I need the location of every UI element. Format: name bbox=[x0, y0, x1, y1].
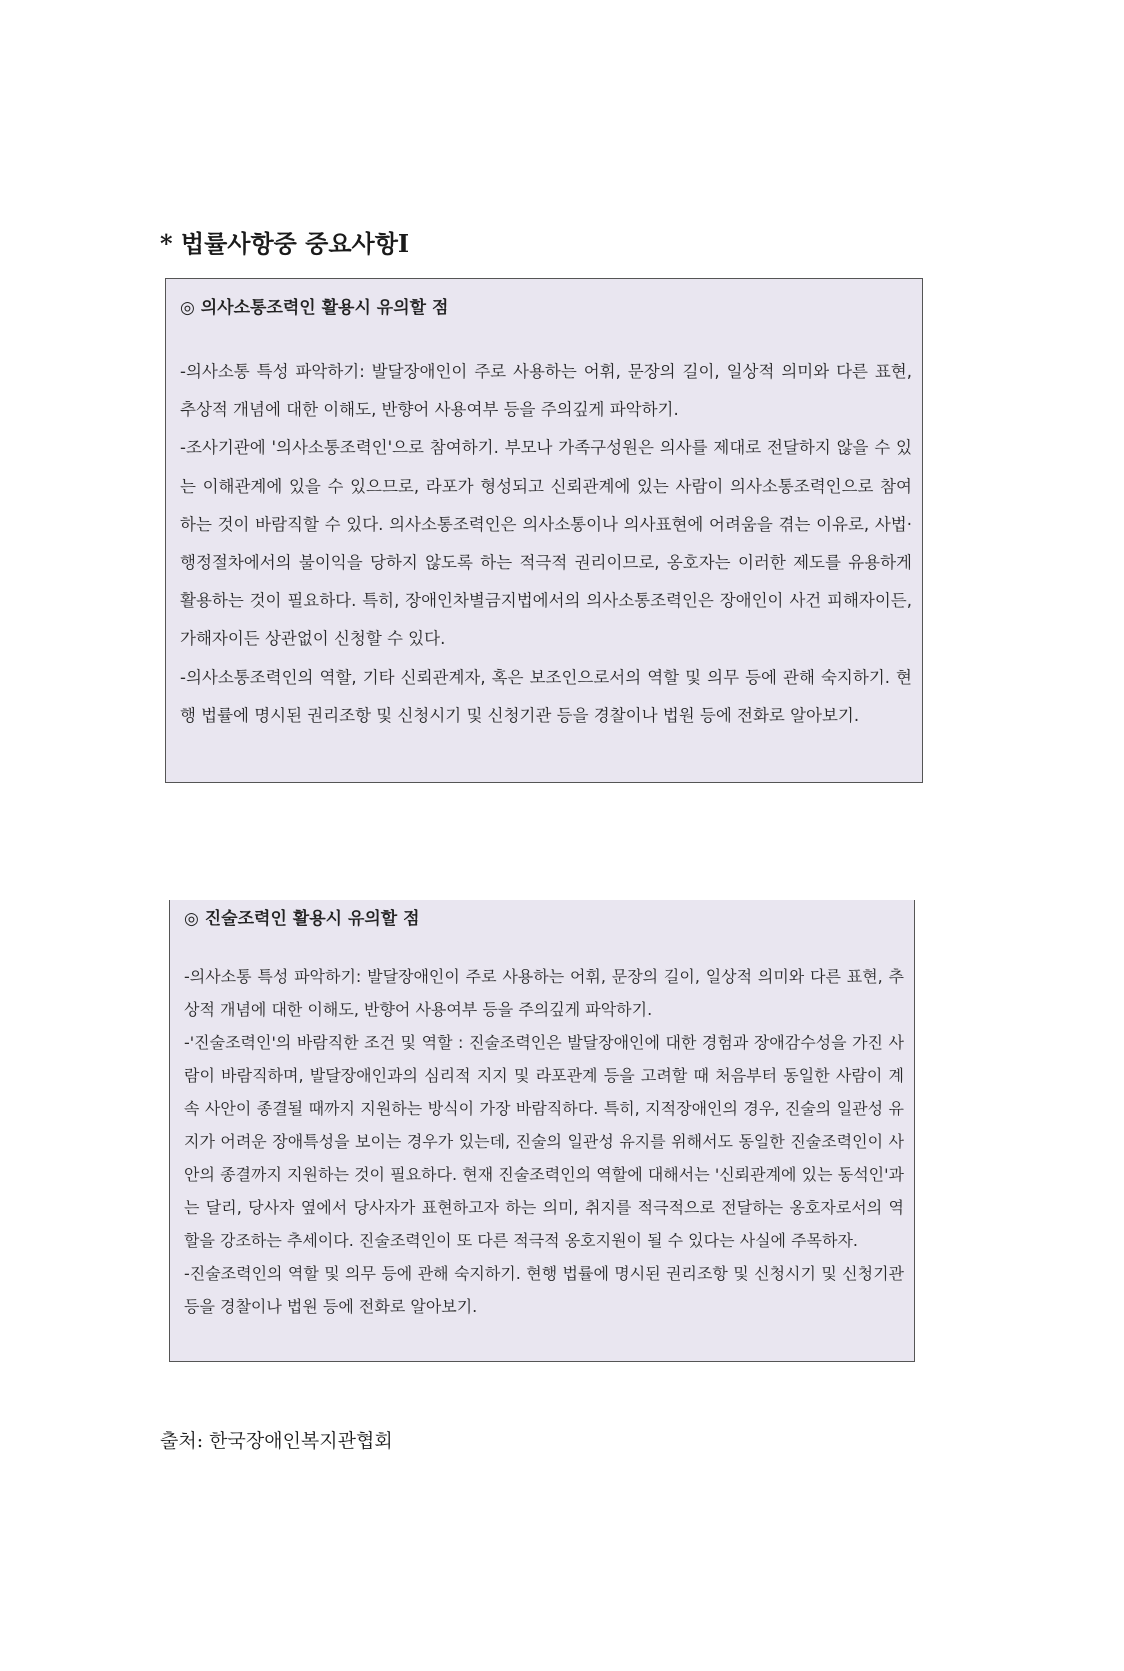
statement-assistant-box-title: ◎ 진술조력인 활용시 유의할 점 bbox=[184, 909, 420, 929]
box2-paragraph: -의사소통 특성 파악하기: 발달장애인이 주로 사용하는 어휘, 문장의 길이, 일상적 의미와 다른 표현, 추상적 개념에 대한 이해도, 반향어 사용여부 등을 주의깊게 파악하기. bbox=[184, 967, 904, 1019]
page-heading: * 법률사항중 중요사항Ⅰ bbox=[160, 229, 410, 258]
box1-paragraph: -조사기관에 '의사소통조력인'으로 참여하기. 부모나 가족구성원은 의사를 제대로 전달하지 않을 수 있는 이해관계에 있을 수 있으므로, 라포가 형성되고 신뢰관계에 있는 사람이 의사소통조력인으로 참여하는 것이 바람직할 수 있다. 의사소통조력인은 의사소통이나 의사표현에 어려움을 겪는 이유로, 사법·행정절차에서의 불이익을 당하지 않도록 하는 적극적 권리이므로, 옹호자는 이러한 제도를 유용하게 활용하는 것이 필요하다. 특히, 장애인차별금지법에서의 의사소통조력인은 장애인이 사건 피해자이든, 가해자이든 상관없이 신청할 수 있다. bbox=[180, 438, 912, 649]
box2-paragraph: -진술조력인의 역할 및 의무 등에 관해 숙지하기. 현행 법률에 명시된 권리조항 및 신청시기 및 신청기관 등을 경찰이나 법원 등에 전화로 알아보기. bbox=[184, 1264, 904, 1316]
communication-assistant-box-title: ◎ 의사소통조력인 활용시 유의할 점 bbox=[180, 298, 449, 318]
source-citation: 출처: 한국장애인복지관협회 bbox=[160, 1430, 393, 1452]
statement-assistant-notice-box bbox=[169, 900, 915, 1362]
box2-paragraph: -'진술조력인'의 바람직한 조건 및 역할 : 진술조력인은 발달장애인에 대한 경험과 장애감수성을 가진 사람이 바람직하며, 발달장애인과의 심리적 지지 및 라포관계 등을 고려할 때 처음부터 동일한 사람이 계속 사안이 종결될 때까지 지원하는 방식이 가장 바람직하다. 특히, 지적장애인의 경우, 진술의 일관성 유지가 어려운 장애특성을 보이는 경우가 있는데, 진술의 일관성 유지를 위해서도 동일한 진술조력인이 사안의 종결까지 지원하는 것이 필요하다. 현재 진술조력인의 역할에 대해서는 '신뢰관계에 있는 동석인'과는 달리, 당사자 옆에서 당사자가 표현하고자 하는 의미, 취지를 적극적으로 전달하는 옹호자로서의 역할을 강조하는 추세이다. 진술조력인이 또 다른 적극적 옹호지원이 될 수 있다는 사실에 주목하자. bbox=[184, 1033, 904, 1250]
communication-assistant-notice-box bbox=[165, 278, 923, 783]
box1-paragraph: -의사소통 특성 파악하기: 발달장애인이 주로 사용하는 어휘, 문장의 길이, 일상적 의미와 다른 표현, 추상적 개념에 대한 이해도, 반향어 사용여부 등을 주의깊게 파악하기. bbox=[180, 362, 912, 420]
box1-paragraph: -의사소통조력인의 역할, 기타 신뢰관계자, 혹은 보조인으로서의 역할 및 의무 등에 관해 숙지하기. 현행 법률에 명시된 권리조항 및 신청시기 및 신청기관 등을 경찰이나 법원 등에 전화로 알아보기. bbox=[180, 667, 912, 725]
